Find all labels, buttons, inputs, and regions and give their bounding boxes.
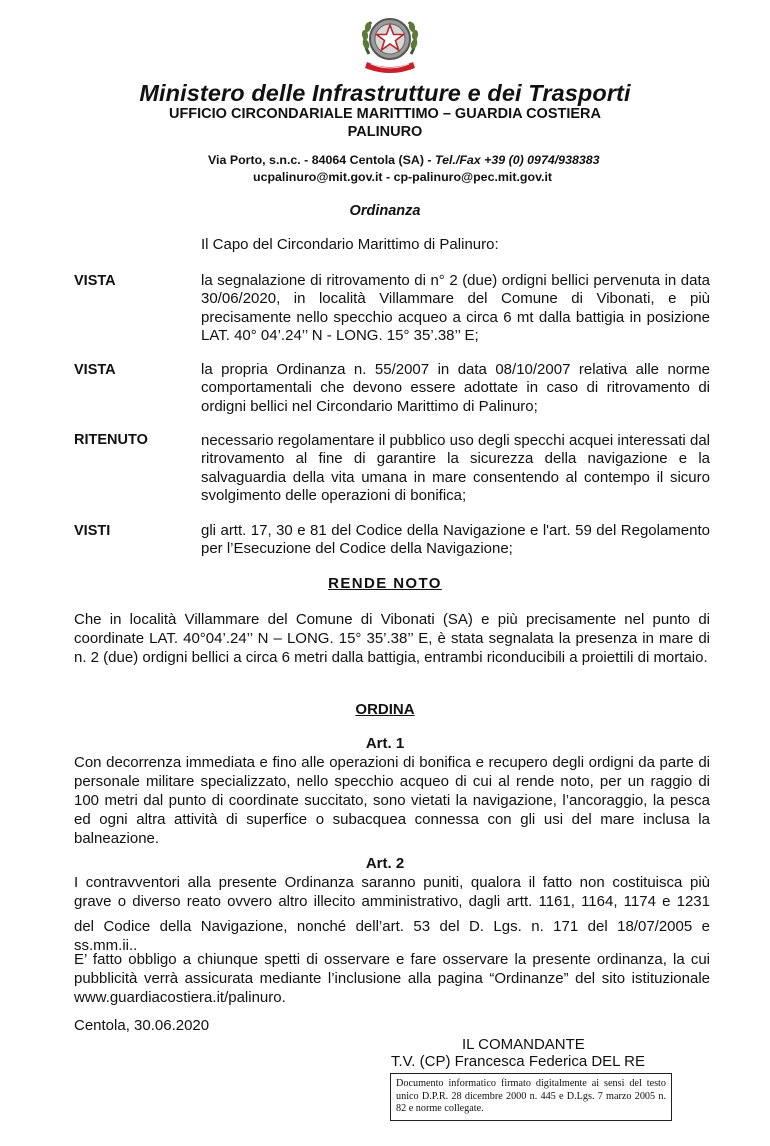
article-1-title: Art. 1 [365, 735, 405, 752]
rende-noto-heading: RENDE NOTO [328, 575, 442, 592]
document-title: Ordinanza [349, 203, 421, 219]
article-2-line: I contravventori alla presente Ordinanza saranno puniti, qualora il fatto non costituisca più [74, 874, 710, 891]
article-2-line: del Codice della Navigazione, nonché dell’art. 53 del D. Lgs. n. 171 del 18/07/2005 e [74, 918, 710, 935]
closing-text: E’ fatto obbligo a chiunque spetti di osservare e fare osservare la presente ordinanza, la cui pubblicità verrà assicurata mediante l’inclusione alla pagina “Ordinanze” del sito istituzionale www.guardiacostiera.it/palinuro. [74, 951, 710, 1006]
premise-label: VISTA [74, 362, 116, 378]
signatory-role: IL COMANDANTE [462, 1036, 585, 1053]
premise-label: VISTA [74, 273, 116, 289]
article-2-title: Art. 2 [365, 855, 405, 872]
premise-label: RITENUTO [74, 432, 148, 448]
signatory-name: T.V. (CP) Francesca Federica DEL RE [391, 1053, 645, 1070]
office-name: UFFICIO CIRCONDARIALE MARITTIMO – GUARDIA COSTIERA [168, 106, 602, 122]
address-line [208, 153, 600, 167]
ordina-heading: ORDINA [355, 701, 415, 718]
ministry-title: Ministero delle Infrastrutture e dei Trasporti [139, 80, 631, 106]
article-2-line: ss.mm.ii.. [74, 937, 138, 954]
article-1-text: Con decorrenza immediata e fino alle operazioni di bonifica e recupero degli ordigni da parte di personale militare specializzato, nello specchio acqueo di cui al rende noto, per un raggio di 100 metri dal punto di coordinate succitato, sono vietati la navigazione, l’ancoraggio, la pesca ed ogni altra attività di superfice o subacquea connessa con gli usi del mare inclusa la balneazione. [74, 754, 710, 847]
italian-republic-emblem-icon [359, 10, 421, 78]
article-2-text [74, 873, 710, 955]
rende-noto-text: Che in località Villammare del Comune di Vibonati (SA) e più precisamente nel punto di coordinate LAT. 40°04’.24’’ N – LONG. 15° 35’.38’’ E, è stata segnalata la presenza in mare di n. 2 (due) ordigni bellici a circa 6 metri dalla battigia, entrambi riconducibili a proiettili di mortaio. [74, 611, 710, 666]
premise-text: la propria Ordinanza n. 55/2007 in data 08/10/2007 relativa alle norme comportamentali che devono essere adottate in caso di ritrovamento di ordigni bellici nel Circondario Marittimo di Palinuro; [201, 361, 710, 415]
premise-text: necessario regolamentare il pubblico uso degli specchi acquei interessati dal ritrovamento al fine di garantire la sicurezza della navigazione e la salvaguardia della vita umana in mare consentendo al contempo il sicuro svolgimento delle operazioni di bonifica; [201, 432, 710, 505]
postal-address: Via Porto, s.n.c. - 84064 Centola (SA) - [208, 153, 435, 167]
digital-signature-note: Documento informatico firmato digitalmente ai sensi del testo unico D.P.R. 28 dicembre 2000 n. 445 e D.Lgs. 7 marzo 2005 n. 82 e norme collegate. [390, 1073, 672, 1121]
email-line[interactable]: ucpalinuro@mit.gov.it - cp-palinuro@pec.mit.gov.it [253, 170, 553, 184]
premise-text: la segnalazione di ritrovamento di n° 2 (due) ordigni bellici pervenuta in data 30/06/2020, in località Villammare del Comune di Vibonati, e più precisamente nello specchio acqueo a circa 6 mt dalla battigia in posizione LAT. 40° 04’.24’’ N - LONG. 15° 35’.38’’ E; [201, 272, 710, 345]
phone-fax: Tel./Fax +39 (0) 0974/938383 [435, 153, 600, 167]
article-2-line: grave o diverso reato ovvero altro illecito amministrativo, dagli artt. 1161, 1164, 1174 e 1231 [74, 893, 710, 910]
premise-label: VISTI [74, 523, 111, 539]
issuer-intro: Il Capo del Circondario Marittimo di Palinuro: [201, 236, 499, 253]
premise-text: gli artt. 17, 30 e 81 del Codice della Navigazione e l'art. 59 del Regolamento per l’Esecuzione del Codice della Navigazione; [201, 522, 710, 558]
office-location: PALINURO [347, 124, 423, 140]
place-date: Centola, 30.06.2020 [74, 1017, 210, 1034]
